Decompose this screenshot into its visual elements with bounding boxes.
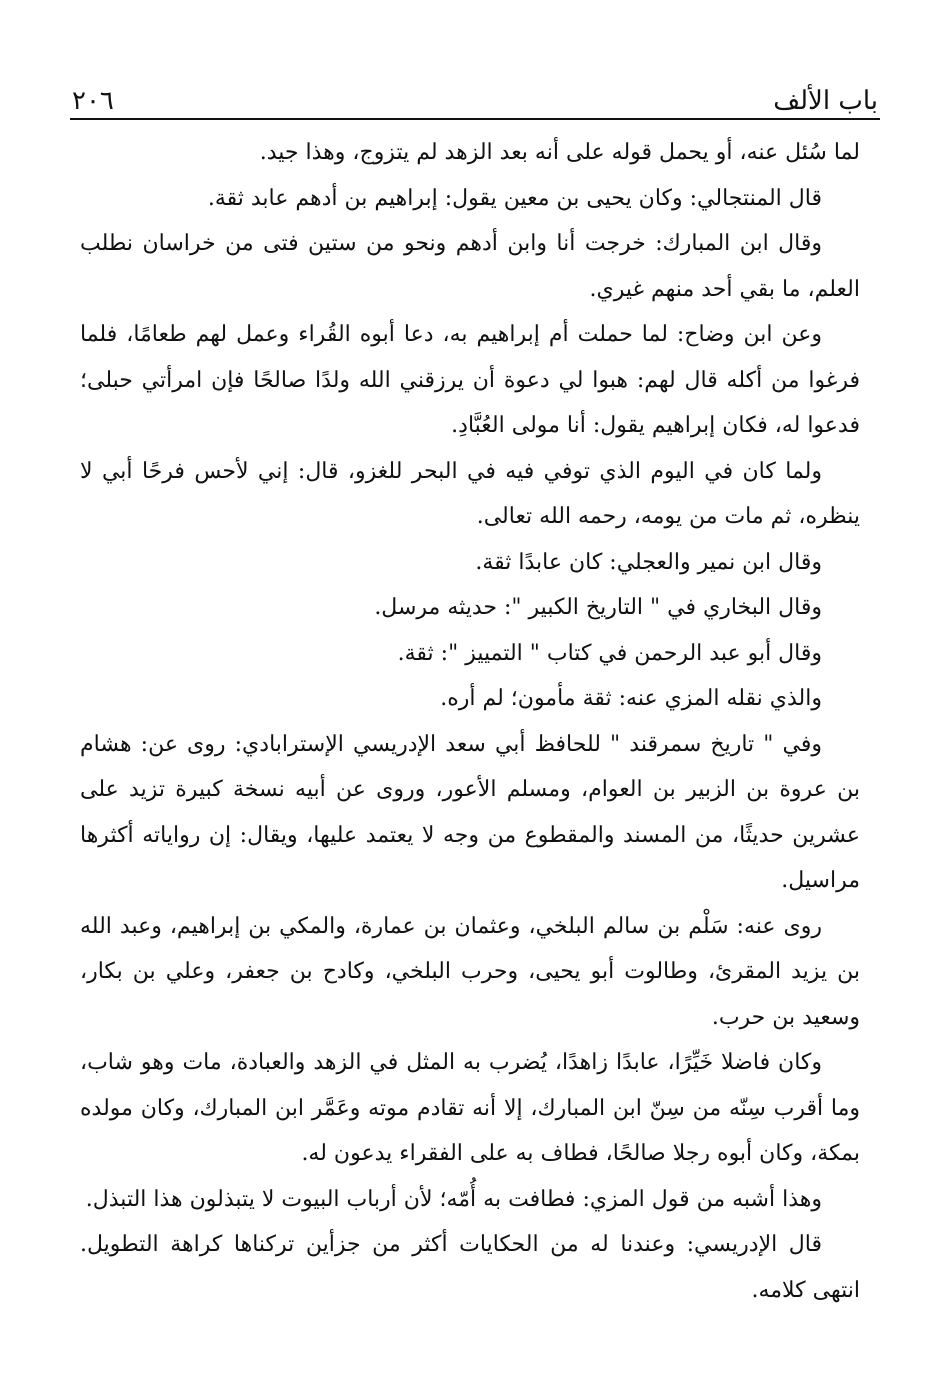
header-rule [70, 118, 880, 120]
paragraph-3: وقال ابن المبارك: خرجت أنا وابن أدهم ونحو من ستين فتى من خراسان نطلب العلم، ما بقي أحد منهم غيري. [80, 231, 860, 302]
paragraph-5: ولما كان في اليوم الذي توفي فيه في البحر للغزو، قال: إني لأحس فرحًا أبي لا ينظره، ثم مات من يومه، رحمه الله تعالى. [80, 458, 860, 529]
chapter-title: باب الألف [773, 86, 878, 116]
paragraph-6: وقال ابن نمير والعجلي: كان عابدًا ثقة. [475, 549, 822, 575]
paragraph-4: وعن ابن وضاح: لما حملت أم إبراهيم به، دعا أبوه القُراء وعمل لهم طعامًا، فلما فرغوا من أكله قال لهم: هبوا لي دعوة أن يرزقني الله ولدًا صالحًا فإن امرأتي حبلى؛ فدعوا له، فكان إبراهيم يقول: أنا مولى العُبَّادِ. [80, 322, 860, 438]
paragraph-9: والذي نقله المزي عنه: ثقة مأمون؛ لم أره. [440, 686, 822, 711]
page-number: ٢٠٦ [72, 86, 114, 116]
paragraph-2: قال المنتجالي: وكان يحيى بن معين يقول: إبراهيم بن أدهم عابد ثقة. [207, 185, 822, 211]
paragraph-11: روى عنه: سَلْم بن سالم البلخي، وعثمان بن عمارة، والمكي بن إبراهيم، وعبد الله بن يزيد المقرئ، وطالوت أبو يحيى، وحرب البلخي، وكادح بن جعفر، وعلي بن بكار، وسعيد بن حرب. [80, 913, 860, 1030]
paragraph-14: قال الإدريسي: وعندنا له من الحكايات أكثر من جزأين تركناها كراهة التطويل. انتهى كلامه. [80, 1232, 860, 1303]
body-text [80, 130, 860, 1313]
paragraph-1: لما سُئل عنه، أو يحمل قوله على أنه بعد الزهد لم يتزوج، وهذا جيد. [259, 140, 860, 165]
page-header [72, 74, 878, 116]
paragraph-8: وقال أبو عبد الرحمن في كتاب " التمييز ": ثقة. [397, 640, 822, 666]
paragraph-12: وكان فاضلا خَيِّرًا، عابدًا زاهدًا، يُضرب به المثل في الزهد والعبادة، مات وهو شاب، وما أقرب سِنّه من سِنّ ابن المبارك، إلا أنه تقادم موته وعَمَّر ابن المبارك، وكان مولده بمكة، وكان أبوه رجلا صالحًا، فطاف به على الفقراء يدعون له. [80, 1050, 860, 1166]
paragraph-10: وفي " تاريخ سمرقند " للحافظ أبي سعد الإدريسي الإسترابادي: روى عن: هشام بن عروة بن الزبير بن العوام، ومسلم الأعور، وروى عن أبيه نسخة كبيرة تزيد على عشرين حديثًا، من المسند والمقطوع من وجه لا يعتمد عليها، ويقال: إن رواياته أكثرها مراسيل. [80, 731, 860, 893]
paragraph-7: وقال البخاري في " التاريخ الكبير ": حديثه مرسل. [374, 595, 822, 620]
paragraph-13: وهذا أشبه من قول المزي: فطافت به أُمّه؛ لأن أرباب البيوت لا يتبذلون هذا التبذل. [85, 1186, 822, 1212]
